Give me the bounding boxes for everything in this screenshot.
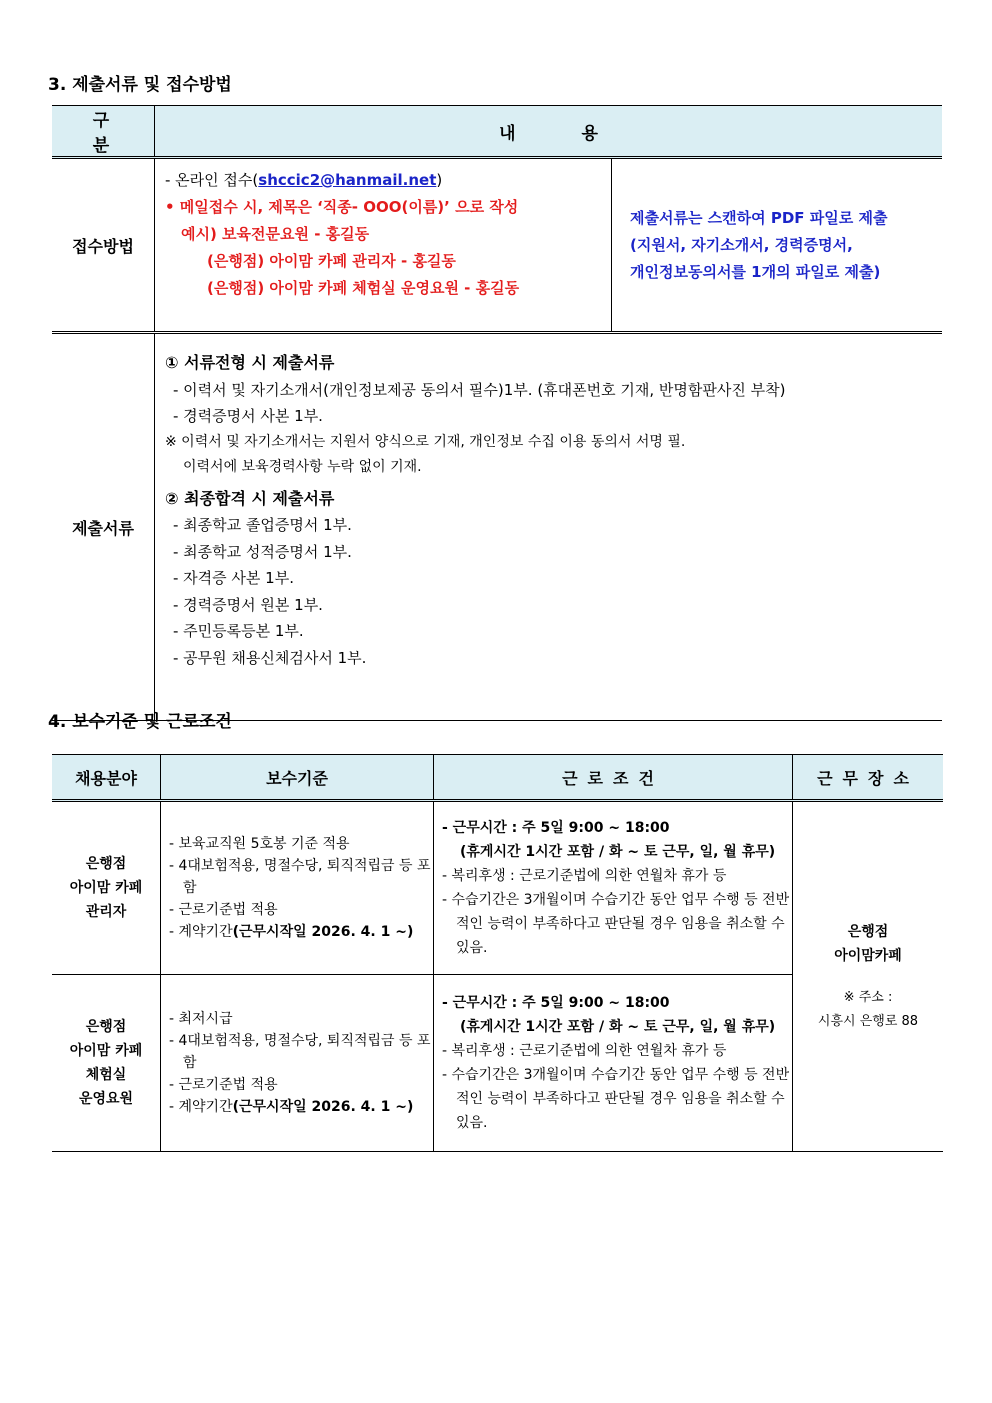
pay-conditions-table	[52, 754, 943, 1152]
note: ※ 이력서 및 자기소개서는 지원서 양식으로 기재, 개인정보 수집 이용 동의서 서명 필.	[165, 433, 686, 450]
list-item: - 공무원 채용신체검사서 1부.	[173, 648, 367, 667]
table-header	[52, 106, 942, 158]
note: 이력서에 보육경력사항 누락 없이 기재.	[183, 458, 422, 475]
table-row	[52, 158, 942, 333]
method-label: 접수방법	[52, 158, 155, 333]
list-item: - 최종학교 성적증명서 1부.	[173, 542, 352, 561]
list-item: - 이력서 및 자기소개서(개인정보제공 동의서 필수)1부. (휴대폰번호 기재, 반명함판사진 부착)	[173, 380, 786, 399]
section4-title: 4. 보수기준 및 근로조건	[48, 712, 232, 732]
conditions-cell: - 근무시간 : 주 5일 9:00 ~ 18:00 (휴게시간 1시간 포함 / 화 ~ 토 근무, 일, 월 휴무) - 복리후생 : 근로기준법에 의한 연월차 휴가 등 - 수습기간은 3개월이며 수습기간 동안 업무 수행 등 전반적인 능력이 부족하다고 판단될 경우 임용을 취소할 수 있음.	[434, 975, 793, 1152]
example-line: (은행점) 아이맘 카페 관리자 - 홍길동	[207, 252, 456, 270]
table-header	[52, 755, 943, 801]
list-item: - 경력증명서 원본 1부.	[173, 595, 323, 614]
submission-table	[52, 105, 942, 721]
field-cell: 은행점 아이맘 카페 관리자	[52, 801, 161, 975]
example-line: (은행점) 아이맘 카페 체험실 운영요원 - 홍길동	[207, 279, 520, 297]
group-title: ② 최종합격 시 제출서류	[165, 488, 335, 508]
header-content: 내 용	[155, 106, 943, 158]
group-title: ① 서류전형 시 제출서류	[165, 353, 335, 372]
list-item: - 경력증명서 사본 1부.	[173, 407, 323, 425]
method-details	[155, 158, 612, 333]
email-link[interactable]: shccic2@hanmail.net	[258, 171, 437, 189]
header-category: 구 분	[52, 106, 155, 158]
table-row	[52, 801, 943, 975]
field-cell: 은행점 아이맘 카페 체험실 운영요원	[52, 975, 161, 1152]
header-pay: 보수기준	[161, 755, 434, 801]
pay-cell: - 최저시급 - 4대보험적용, 명절수당, 퇴직적립금 등 포함 - 근로기준법 적용 - 계약기간(근무시작일 2026. 4. 1 ~)	[161, 975, 434, 1152]
list-item: - 자격증 사본 1부.	[173, 569, 294, 587]
subject-rule: • 메일접수 시, 제목은 ‘직종- OOO(이름)’ 으로 작성	[165, 198, 519, 216]
example-line: 예시) 보육전문요원 - 홍길동	[181, 225, 370, 243]
table-row	[52, 333, 942, 721]
pdf-notice: 제출서류는 스캔하여 PDF 파일로 제출 (지원서, 자기소개서, 경력증명서, 개인정보동의서를 1개의 파일로 제출)	[612, 158, 943, 333]
workplace-cell: 은행점 아이맘카페 ※ 주소 : 시흥시 은행로 88	[793, 801, 944, 1152]
list-item: - 최종학교 졸업증명서 1부.	[173, 516, 352, 534]
list-item: - 주민등록등본 1부.	[173, 622, 304, 640]
online-apply-line: - 온라인 접수(shccic2@hanmail.net)	[165, 171, 443, 189]
header-conditions: 근로조건	[434, 755, 793, 801]
pay-cell: - 보육교직원 5호봉 기준 적용 - 4대보험적용, 명절수당, 퇴직적립금 등 포함 - 근로기준법 적용 - 계약기간(근무시작일 2026. 4. 1 ~)	[161, 801, 434, 975]
conditions-cell: - 근무시간 : 주 5일 9:00 ~ 18:00 (휴게시간 1시간 포함 / 화 ~ 토 근무, 일, 월 휴무) - 복리후생 : 근로기준법에 의한 연월차 휴가 등 - 수습기간은 3개월이며 수습기간 동안 업무 수행 등 전반적인 능력이 부족하다고 판단될 경우 임용을 취소할 수 있음.	[434, 801, 793, 975]
header-field: 채용분야	[52, 755, 161, 801]
header-place: 근무장소	[793, 755, 944, 801]
docs-details	[155, 333, 943, 721]
docs-label: 제출서류	[52, 333, 155, 721]
section3-title: 3. 제출서류 및 접수방법	[48, 75, 232, 95]
